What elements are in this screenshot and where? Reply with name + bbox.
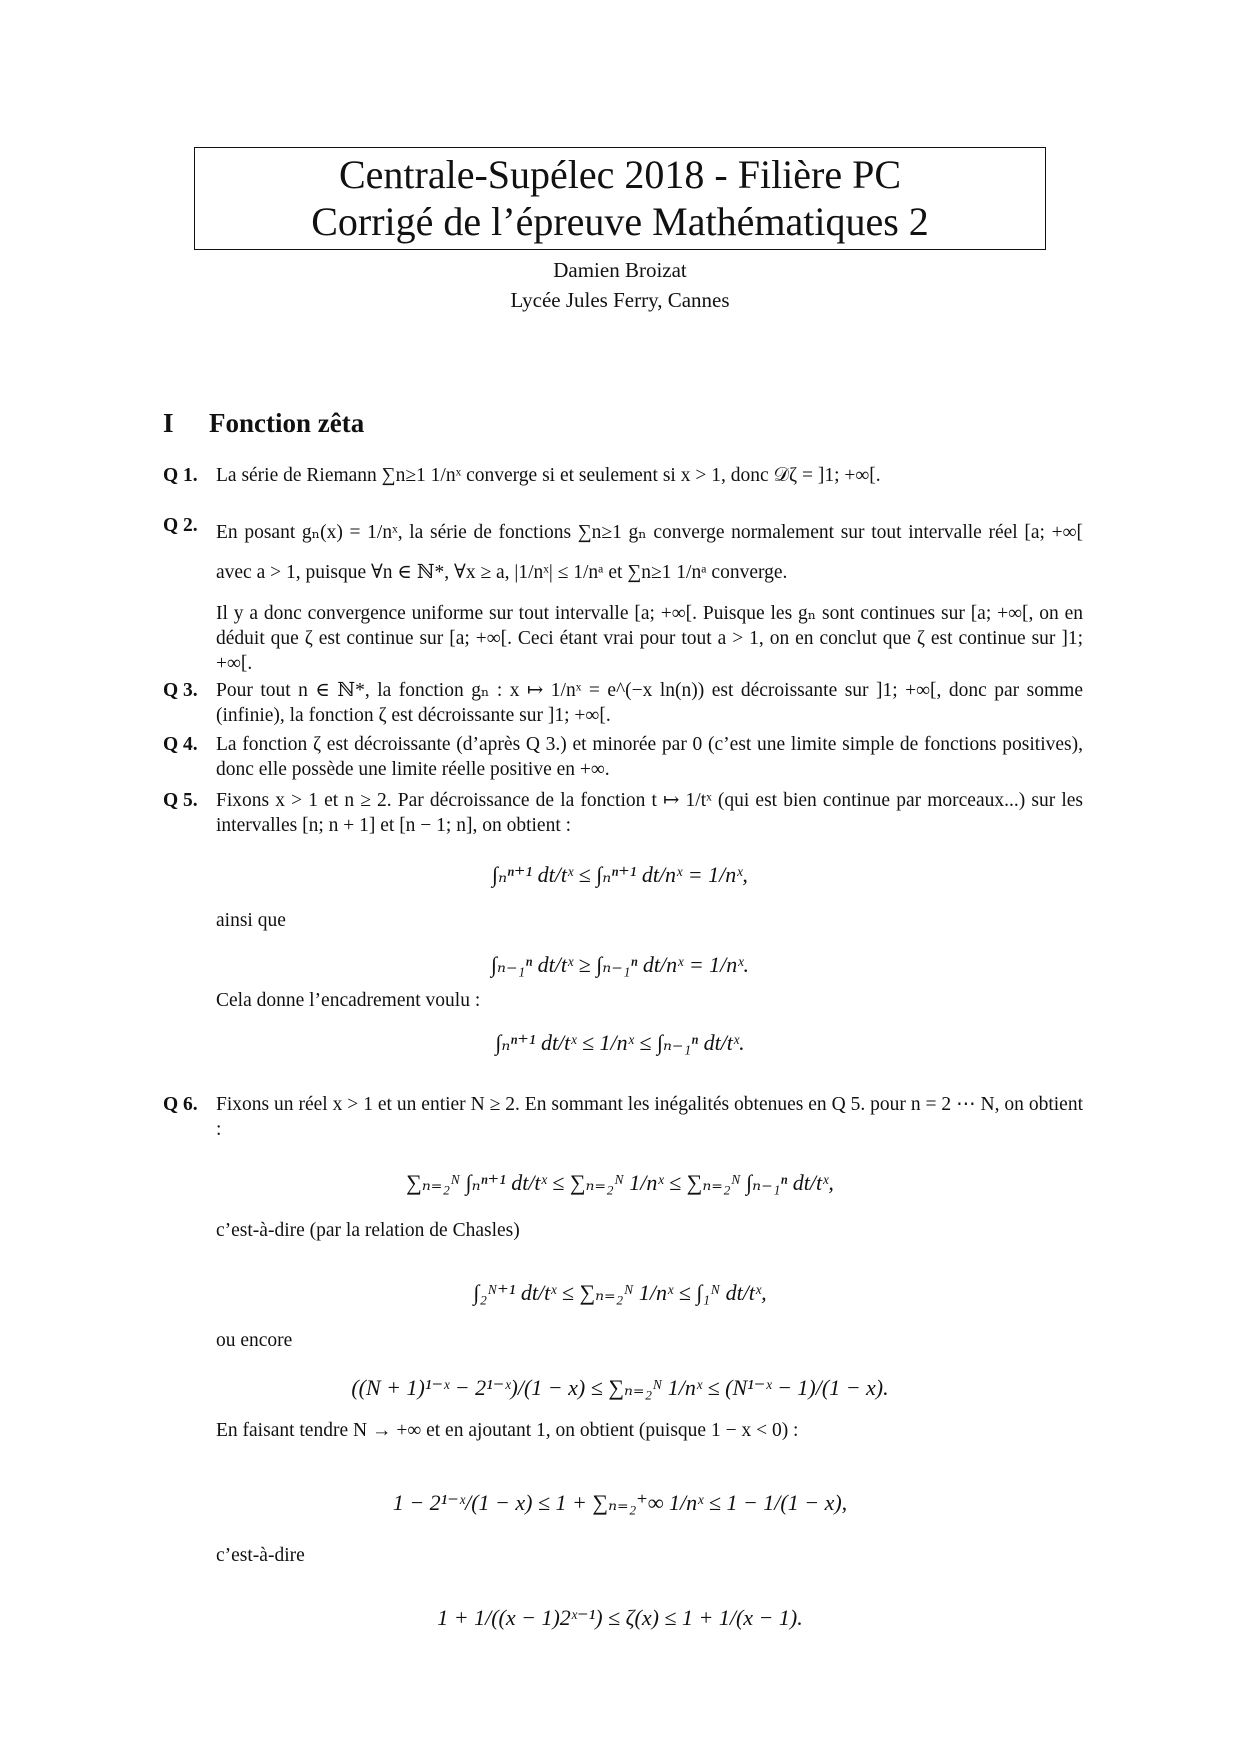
section-number: I [163,408,174,438]
text-line: c’est-à-dire [216,1545,305,1566]
question-label: Q 2. [163,515,198,536]
question-2 [163,513,1083,676]
text-line: ou encore [216,1330,293,1351]
question-text: Fixons x > 1 et n ≥ 2. Par décroissance de la fonction t ↦ 1/tˣ (qui est bien continue par morceaux...) sur les intervalles [n; n + 1] et [n − 1; n], on obtient : [216,790,1083,836]
equation: 1 + 1/((x − 1)2ˣ⁻¹) ≤ ζ(x) ≤ 1 + 1/(x − 1). [437,1605,803,1630]
question-text: Pour tout n ∈ ℕ*, la fonction gₙ : x ↦ 1/nˣ = e^(−x ln(n)) est décroissante sur ]1; +∞[, donc par somme (infinie), la fonction ζ est décroissante sur ]1; +∞[. [216,680,1083,726]
question-paragraph: Il y a donc convergence uniforme sur tout intervalle [a; +∞[. Puisque les gₙ sont continues sur [a; +∞[, on en déduit que ζ est continue sur [a; +∞[. Ceci étant vrai pour tout a > 1, on en conclut que ζ est continue sur ]1; +∞[. [216,603,1083,674]
title-line-2: Corrigé de l’épreuve Mathématiques 2 [311,199,929,244]
question-4 [163,732,1083,782]
equation: ((N + 1)¹⁻ˣ − 2¹⁻ˣ)/(1 − x) ≤ ∑ₙ₌₂ᴺ 1/nˣ ≤ (N¹⁻ˣ − 1)/(1 − x). [351,1375,889,1400]
equation: ∑ₙ₌₂ᴺ ∫ₙⁿ⁺¹ dt/tˣ ≤ ∑ₙ₌₂ᴺ 1/nˣ ≤ ∑ₙ₌₂ᴺ ∫ₙ₋₁ⁿ dt/tˣ, [406,1170,834,1195]
question-1 [163,463,1083,488]
text-line: En faisant tendre N → +∞ et en ajoutant 1, on obtient (puisque 1 − x < 0) : [216,1420,799,1441]
title-box [194,147,1046,250]
author-name: Damien Broizat [553,258,687,282]
question-text: Fixons un réel x > 1 et un entier N ≥ 2. En sommant les inégalités obtenues en Q 5. pour n = 2 ⋯ N, on obtient : [216,1094,1083,1140]
question-label: Q 4. [163,734,198,755]
question-3 [163,678,1083,728]
question-text: La série de Riemann ∑n≥1 1/nˣ converge si et seulement si x > 1, donc 𝒟ζ = ]1; +∞[. [216,465,881,486]
text-line: Cela donne l’encadrement voulu : [216,990,481,1011]
section-heading [163,408,364,439]
text-line: c’est-à-dire (par la relation de Chasles) [216,1220,520,1241]
author-affiliation: Lycée Jules Ferry, Cannes [510,288,730,312]
question-text: La fonction ζ est décroissante (d’après Q 3.) et minorée par 0 (c’est une limite simple de fonctions positives), donc elle possède une limite réelle positive en +∞. [216,734,1083,780]
question-text: En posant gₙ(x) = 1/nˣ, la série de fonctions ∑n≥1 gₙ converge normalement sur tout intervalle réel [a; +∞[ avec a > 1, puisque ∀n ∈ ℕ*, ∀x ≥ a, |1/nˣ| ≤ 1/nᵃ et ∑n≥1 1/nᵃ converge. [216,522,1083,583]
question-label: Q 1. [163,465,198,486]
equation: ∫ₙ₋₁ⁿ dt/tˣ ≥ ∫ₙ₋₁ⁿ dt/nˣ = 1/nˣ. [491,952,749,977]
question-label: Q 6. [163,1094,198,1115]
equation: ∫₂ᴺ⁺¹ dt/tˣ ≤ ∑ₙ₌₂ᴺ 1/nˣ ≤ ∫₁ᴺ dt/tˣ, [473,1280,767,1305]
section-title: Fonction zêta [209,408,365,438]
text-line: ainsi que [216,910,286,931]
title-line-1: Centrale-Supélec 2018 - Filière PC [338,152,902,197]
equation: 1 − 2¹⁻ˣ/(1 − x) ≤ 1 + ∑ₙ₌₂⁺∞ 1/nˣ ≤ 1 − 1/(1 − x), [392,1490,848,1515]
question-5 [163,788,1083,838]
question-label: Q 3. [163,680,198,701]
equation: ∫ₙⁿ⁺¹ dt/tˣ ≤ ∫ₙⁿ⁺¹ dt/nˣ = 1/nˣ, [492,862,748,887]
question-label: Q 5. [163,790,198,811]
equation: ∫ₙⁿ⁺¹ dt/tˣ ≤ 1/nˣ ≤ ∫ₙ₋₁ⁿ dt/tˣ. [495,1030,745,1055]
question-6 [163,1092,1083,1142]
